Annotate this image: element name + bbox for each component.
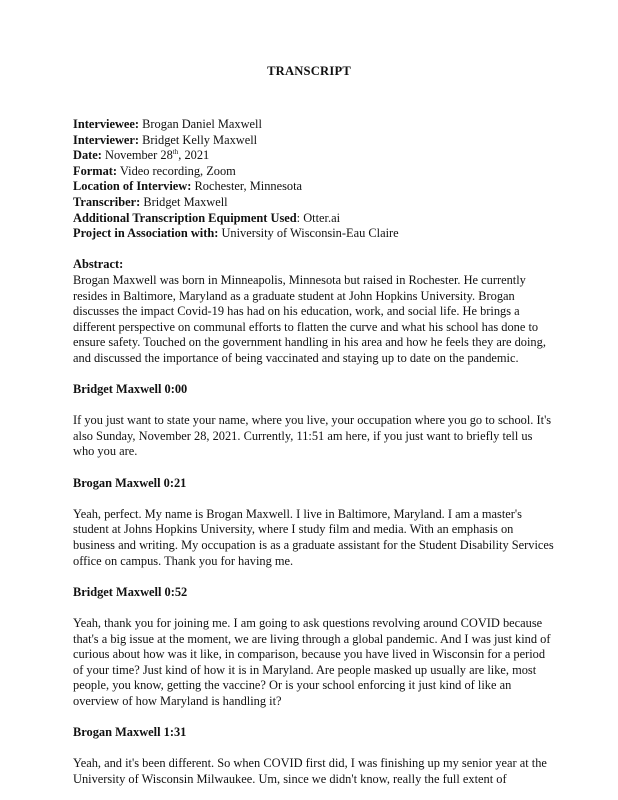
meta-label: Format: xyxy=(73,163,118,178)
abstract-text xyxy=(73,273,553,367)
meta-label: Interviewee: xyxy=(73,117,140,131)
meta-interviewee xyxy=(73,117,553,133)
text-line: Yeah, and it's been different. So when COVID first did, I was finishing up my senior year at the xyxy=(73,756,547,771)
meta-value: Rochester, Minnesota xyxy=(191,179,303,194)
meta-value: November 28 xyxy=(101,148,173,163)
meta-value: Brogan Daniel Maxwell xyxy=(139,117,262,131)
abstract-heading: Abstract: xyxy=(73,257,124,272)
text-line: office on campus. Thank you for having me. xyxy=(73,553,294,568)
text-line: different perspective on communal efforts to flatten the curve and what his school has done to xyxy=(73,319,539,334)
meta-value-year: , 2021 xyxy=(178,148,210,163)
meta-value: Bridget Maxwell xyxy=(140,194,228,209)
text-line: of your time? Just kind of how it is in Maryland. Are people masked up usually are like, most xyxy=(73,662,537,677)
text-line: Yeah, thank you for joining me. I am going to ask questions revolving around COVID because xyxy=(73,616,543,630)
text-line: If you just want to state your name, where you live, your occupation where you go to school. It's xyxy=(73,413,552,428)
speaker-heading: Bridget Maxwell 0:00 xyxy=(73,382,188,397)
text-line: discusses the impact Covid-19 has had on his education, work, and social life. He brings a xyxy=(73,304,520,319)
text-line: business and writing. My occupation is as a graduate assistant for the Student Disability Services xyxy=(73,538,554,553)
metadata-block xyxy=(73,117,553,242)
meta-label: Date: xyxy=(73,148,102,163)
transcript-entry xyxy=(73,382,553,460)
text-line: who you are. xyxy=(73,444,138,459)
text-line: and discussed the importance of being vaccinated and staying up to date on the pandemic. xyxy=(73,350,519,365)
speaker-heading: Brogan Maxwell 1:31 xyxy=(73,725,187,740)
meta-label: Project in Association with: xyxy=(73,226,219,241)
meta-value: Bridget Kelly Maxwell xyxy=(139,132,258,147)
text-line: ensure safety. Touched on the government handling in his area and how he feels they are doing, xyxy=(73,335,546,350)
text-line: resides in Baltimore, Maryland as a graduate student at John Hopkins University. Brogan xyxy=(73,288,515,303)
text-line: Brogan Maxwell was born in Minneapolis, Minnesota but raised in Rochester. He currently xyxy=(73,272,526,287)
meta-label: Transcriber: xyxy=(73,194,141,209)
meta-equipment xyxy=(73,211,553,227)
meta-location xyxy=(73,179,553,195)
transcript-entry xyxy=(73,476,553,570)
speaker-heading: Bridget Maxwell 0:52 xyxy=(73,584,188,599)
meta-value: : Otter.ai xyxy=(296,210,341,225)
meta-date-suffix: th xyxy=(172,148,179,157)
transcript-entry xyxy=(73,585,553,710)
text-line: student at Johns Hopkins University, where I study film and media. With an emphasis on xyxy=(73,522,514,537)
speaker-heading: Brogan Maxwell 0:21 xyxy=(73,475,187,490)
meta-transcriber xyxy=(73,195,553,211)
meta-format xyxy=(73,164,553,180)
transcript-entry xyxy=(73,725,553,787)
text-line: Yeah, perfect. My name is Brogan Maxwell. I live in Baltimore, Maryland. I am a master's xyxy=(73,506,522,521)
meta-project xyxy=(73,226,553,242)
meta-label: Location of Interview: xyxy=(73,179,192,194)
text-line: also Sunday, November 28, 2021. Currently, 11:51 am here, if you just want to briefly tell us xyxy=(73,428,533,443)
meta-value: University of Wisconsin-Eau Claire xyxy=(218,226,399,241)
meta-value: Video recording, Zoom xyxy=(117,163,236,178)
meta-label: Additional Transcription Equipment Used xyxy=(73,210,297,225)
meta-date xyxy=(73,148,553,164)
text-line: curious about how was it like, in comparison, because you have lived in Wisconsin for a period xyxy=(73,647,546,662)
text-line: people, you know, getting the vaccine? Or is your school enforcing it just kind of like an xyxy=(73,678,512,693)
text-line: overview of how Maryland is handling it? xyxy=(73,693,282,708)
document-title: TRANSCRIPT xyxy=(267,64,351,78)
text-line: that's a big issue at the moment, we are living through a global pandemic. And I was just kind of xyxy=(73,631,551,646)
text-line: University of Wisconsin Milwaukee. Um, since we didn't know, really the full extent of xyxy=(73,771,507,786)
meta-label: Interviewer: xyxy=(73,132,140,147)
meta-interviewer xyxy=(73,133,553,149)
document-body xyxy=(73,117,553,788)
